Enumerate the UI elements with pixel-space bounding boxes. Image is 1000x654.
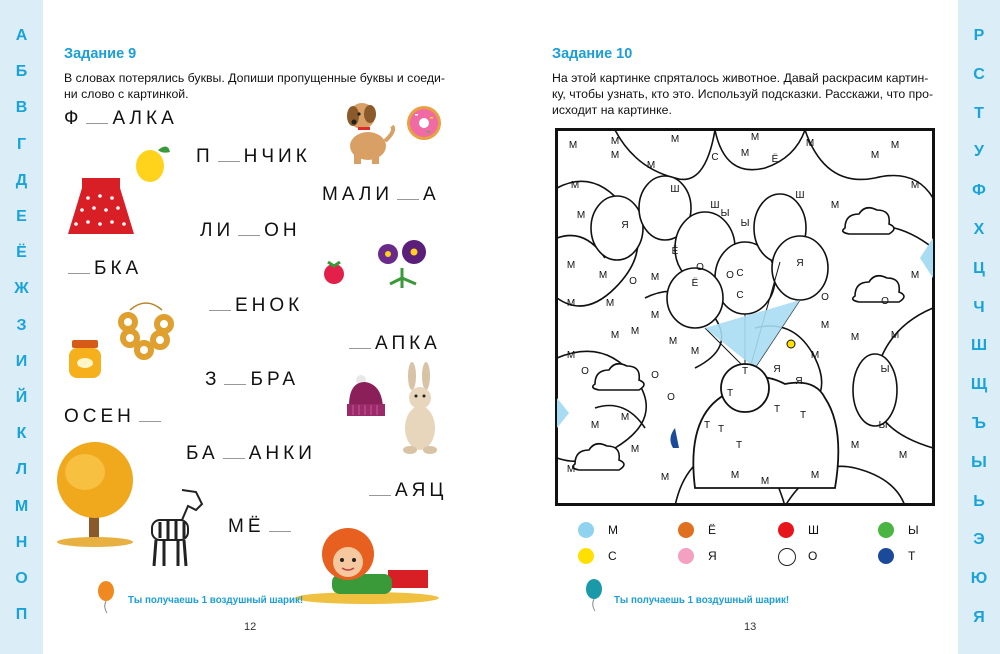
grid-letter: М	[890, 140, 900, 151]
word-part-after: АПКА	[375, 333, 441, 354]
grid-letter: М	[620, 412, 630, 423]
autumn-tree-picture	[55, 438, 135, 548]
legend-color-dot	[878, 548, 894, 564]
grid-letter: М	[670, 134, 680, 145]
word-part-before: ЛИ	[200, 220, 235, 241]
page-number-left: 12	[244, 621, 257, 633]
alphabet-letter: З	[16, 316, 27, 334]
grid-letter: М	[566, 350, 576, 361]
grid-letter: Я	[621, 220, 629, 231]
alphabet-letter: Ш	[970, 337, 988, 355]
alphabet-letter: М	[14, 497, 29, 515]
grid-letter: Ё	[671, 246, 679, 257]
legend-color-dot	[778, 522, 794, 538]
missing-letter-word[interactable]	[200, 220, 301, 242]
grid-letter: Ё	[771, 154, 779, 165]
task9-title: Задание 9	[64, 46, 137, 62]
word-part-before: МЁ	[228, 516, 265, 537]
alphabet-letter: Б	[15, 63, 28, 81]
grid-letter: М	[660, 472, 670, 483]
alphabet-letter: Л	[15, 461, 28, 479]
grid-letter: Ы	[880, 364, 890, 375]
grid-letter: М	[898, 450, 908, 461]
grid-letter: О	[629, 276, 637, 287]
alphabet-letter: В	[15, 99, 28, 117]
grid-letter: М	[910, 180, 920, 191]
orange-balloon-icon	[96, 580, 116, 614]
grid-letter: М	[850, 440, 860, 451]
alphabet-letter: Г	[16, 135, 27, 153]
alphabet-letter: Е	[16, 208, 27, 225]
missing-letter-word[interactable]	[196, 146, 311, 168]
missing-letter-word[interactable]	[228, 516, 295, 538]
grid-letter: М	[646, 160, 656, 171]
grid-letter: Я	[773, 364, 781, 375]
grid-letter: Ш	[795, 190, 805, 201]
left-alphabet-strip	[0, 0, 43, 654]
word-part-after: АЯЦ	[395, 480, 448, 501]
letter-blank[interactable]	[209, 309, 231, 311]
legend-color-dot	[678, 548, 694, 564]
grid-letter: М	[570, 180, 580, 191]
grid-letter: Я	[796, 258, 804, 269]
grid-letter: С	[736, 290, 744, 301]
legend-letter: Ш	[808, 523, 819, 537]
legend-color-dot	[578, 522, 594, 538]
letter-blank[interactable]	[86, 122, 108, 124]
legend-letter: Я	[708, 549, 717, 563]
honey-jar-picture	[66, 338, 104, 380]
alphabet-letter: Ё	[16, 244, 27, 262]
alphabet-letter: Д	[15, 171, 28, 189]
missing-letter-word[interactable]	[322, 184, 440, 206]
grid-letter: М	[566, 464, 576, 475]
alphabet-letter: Ж	[14, 280, 29, 298]
grid-letter: М	[820, 320, 830, 331]
task10-footer: Ты получаешь 1 воздушный шарик!	[614, 595, 790, 606]
word-part-after: А	[423, 184, 440, 205]
letter-blank[interactable]	[68, 272, 90, 274]
grid-letter: М	[650, 272, 660, 283]
grid-letter: М	[668, 336, 678, 347]
grid-letter: М	[566, 298, 576, 309]
donut-picture	[405, 104, 443, 142]
alphabet-letter: Ь	[973, 492, 985, 510]
grid-letter: Т	[717, 424, 725, 435]
letter-blank[interactable]	[218, 160, 240, 162]
grid-letter: М	[810, 470, 820, 481]
grid-letter: О	[881, 296, 889, 307]
grid-letter: М	[750, 132, 760, 143]
legend-color-dot	[878, 522, 894, 538]
alphabet-letter: Я	[973, 609, 985, 626]
hat-picture	[345, 374, 387, 420]
grid-letter: С	[711, 152, 719, 163]
grid-letter: О	[667, 392, 675, 403]
alphabet-letter: Й	[15, 389, 28, 406]
word-part-before: П	[196, 146, 214, 167]
alphabet-letter: Ч	[973, 298, 985, 316]
grid-letter: М	[805, 138, 815, 149]
grid-letter: М	[598, 270, 608, 281]
grid-letter: С	[736, 268, 744, 279]
legend-letter: Ы	[908, 523, 919, 537]
pretzel-necklace-picture	[118, 296, 174, 360]
alphabet-letter: Т	[974, 104, 984, 122]
grid-letter: О	[696, 262, 704, 273]
grid-letter: М	[910, 270, 920, 281]
legend-color-dot	[778, 548, 796, 566]
grid-letter: М	[630, 444, 640, 455]
grid-letter: М	[610, 150, 620, 161]
task9-footer: Ты получаешь 1 воздушный шарик!	[128, 595, 304, 606]
grid-letter: М	[576, 210, 586, 221]
grid-letter: М	[630, 326, 640, 337]
word-part-before: Ф	[64, 108, 83, 129]
grid-letter: О	[581, 366, 589, 377]
letter-blank[interactable]	[223, 457, 245, 459]
word-part-after: НЧИК	[243, 146, 311, 167]
alphabet-letter: Ц	[973, 259, 985, 277]
grid-letter: М	[610, 136, 620, 147]
raspberry-picture	[320, 256, 348, 286]
letter-blank[interactable]	[238, 234, 260, 236]
alphabet-letter: Х	[973, 221, 985, 238]
grid-letter: Ы	[720, 208, 730, 219]
legend-letter: Т	[908, 549, 916, 563]
grid-letter: Т	[735, 440, 743, 451]
teal-balloon-icon	[584, 578, 604, 612]
grid-letter: Т	[773, 404, 781, 415]
task10-text-line1: На этой картинке спряталось животное. Давай раскрасим картин-	[552, 71, 929, 85]
missing-letter-word[interactable]	[345, 333, 441, 355]
grid-letter: Ё	[691, 278, 699, 289]
missing-letter-word[interactable]	[205, 369, 299, 391]
task10-text-line2: ку, чтобы узнать, кто это. Используй подсказки. Расскажи, что про-	[552, 87, 934, 101]
word-part-after: АНКИ	[248, 443, 316, 464]
grid-letter: М	[760, 476, 770, 487]
letter-blank[interactable]	[269, 530, 291, 532]
missing-letter-word[interactable]	[365, 480, 447, 502]
word-part-before: З	[205, 369, 221, 390]
girl-reading-picture	[292, 512, 442, 606]
alphabet-letter: Р	[973, 27, 985, 44]
grid-letter: Ш	[710, 200, 720, 211]
grid-letter: М	[740, 148, 750, 159]
grid-letter: Я	[795, 376, 803, 387]
grid-letter: М	[568, 140, 578, 151]
legend-color-dot	[578, 548, 594, 564]
grid-letter: О	[821, 292, 829, 303]
hare-picture	[396, 362, 444, 456]
alphabet-letter: Ъ	[972, 415, 986, 432]
alphabet-letter: А	[15, 27, 28, 44]
pansy-picture	[372, 238, 434, 290]
grid-letter: М	[730, 470, 740, 481]
task9-text-line1: В словах потерялись буквы. Допиши пропущенные буквы и соеди-	[64, 71, 445, 85]
grid-letter: М	[890, 330, 900, 341]
missing-letter-word[interactable]	[186, 443, 316, 465]
word-part-after: БРА	[250, 369, 300, 390]
alphabet-letter: Ю	[970, 570, 988, 588]
dog-picture	[340, 96, 398, 166]
missing-letter-word[interactable]	[64, 406, 165, 428]
right-alphabet-strip	[958, 0, 1000, 654]
grid-letter: М	[690, 346, 700, 357]
word-part-after: АЛКА	[112, 108, 178, 129]
alphabet-letter: Ф	[972, 182, 986, 200]
grid-letter: Ш	[670, 184, 680, 195]
grid-letter: Ы	[740, 218, 750, 229]
grid-letter: М	[590, 420, 600, 431]
grid-letter: Т	[741, 366, 749, 377]
alphabet-letter: О	[15, 570, 28, 587]
missing-letter-word[interactable]	[205, 295, 303, 317]
alphabet-letter: С	[973, 65, 985, 83]
grid-letter: Т	[726, 388, 734, 399]
grid-letter: М	[830, 200, 840, 211]
letter-blank[interactable]	[349, 347, 371, 349]
legend-color-dot	[678, 522, 694, 538]
zebra-picture	[140, 486, 212, 572]
missing-letter-word[interactable]	[64, 108, 178, 130]
letter-blank[interactable]	[397, 198, 419, 200]
color-by-letter-picture	[555, 128, 935, 506]
alphabet-letter: У	[974, 143, 984, 161]
missing-letter-word[interactable]	[64, 258, 142, 280]
alphabet-letter: П	[15, 606, 28, 624]
grid-letter: О	[651, 370, 659, 381]
legend-letter: О	[808, 549, 818, 563]
grid-letter: М	[605, 298, 615, 309]
alphabet-letter: Ы	[971, 453, 987, 471]
word-part-after: БКА	[94, 258, 143, 279]
task10-text-line3: исходит на картинке.	[552, 103, 672, 117]
task9-text-line2: ни слово с картинкой.	[64, 87, 189, 101]
legend-letter: Ё	[708, 523, 717, 537]
lemon-picture	[132, 140, 172, 186]
alphabet-letter: Э	[973, 531, 985, 549]
legend-letter: С	[608, 549, 617, 563]
page-number-right: 13	[744, 621, 757, 633]
grid-letter: М	[850, 332, 860, 343]
word-part-before: БА	[186, 443, 219, 464]
alphabet-letter: И	[15, 352, 28, 370]
word-part-before: МАЛИ	[322, 184, 394, 205]
alphabet-letter: Щ	[970, 376, 988, 394]
word-part-after: ЕНОК	[235, 295, 304, 316]
alphabet-letter: К	[16, 425, 27, 443]
grid-letter: М	[566, 260, 576, 271]
letter-blank[interactable]	[139, 420, 161, 422]
grid-letter: М	[610, 330, 620, 341]
letter-blank[interactable]	[224, 383, 246, 385]
task10-title: Задание 10	[552, 46, 633, 62]
skirt-picture	[66, 178, 136, 236]
grid-letter: Ы	[878, 420, 888, 431]
legend-letter: М	[608, 523, 618, 537]
grid-letter: Т	[703, 420, 711, 431]
grid-letter: М	[870, 150, 880, 161]
grid-letter: О	[726, 270, 734, 281]
word-part-after: ОН	[264, 220, 301, 241]
grid-letter: М	[650, 310, 660, 321]
grid-letter: Т	[799, 410, 807, 421]
letter-blank[interactable]	[369, 494, 391, 496]
alphabet-letter: Н	[15, 533, 28, 551]
grid-letter: М	[810, 350, 820, 361]
word-part-before: ОСЕН	[64, 406, 135, 427]
